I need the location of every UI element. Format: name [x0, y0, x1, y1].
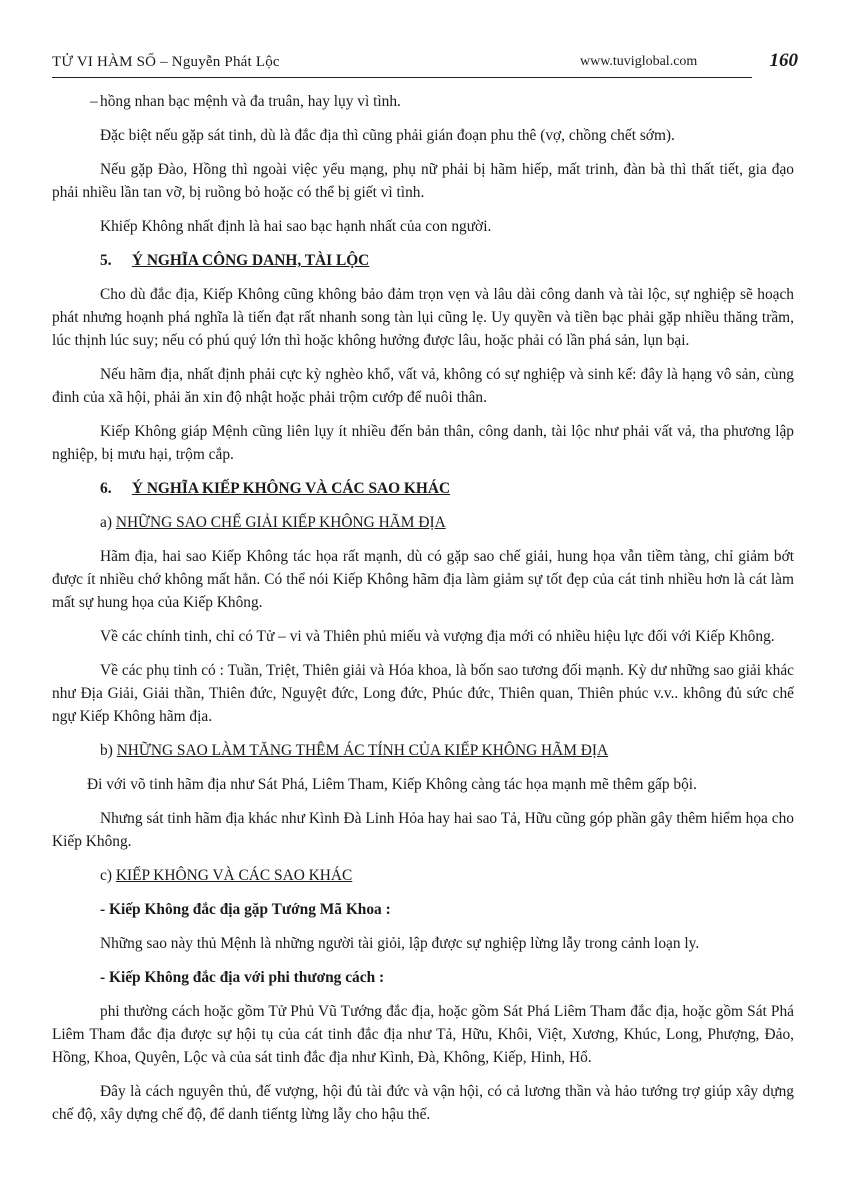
section-title: Ý NGHĨA CÔNG DANH, TÀI LỘC [131, 252, 370, 269]
paragraph: Đặc biệt nếu gặp sát tinh, dù là đắc địa thì cũng phải gián đoạn phu thê (vợ, chồng chết sớm). [100, 127, 675, 144]
bold-heading: - Kiếp Không đắc địa gặp Tướng Mã Khoa : [100, 901, 391, 918]
page-body [52, 90, 794, 1137]
paragraph: Khiếp Không nhất định là hai sao bạc hạnh nhất của con người. [100, 218, 492, 235]
website-url[interactable]: www.tuviglobal.com [580, 54, 698, 69]
bold-heading: - Kiếp Không đắc địa với phi thương cách : [100, 969, 385, 986]
paragraph: Về các phụ tinh có : Tuần, Triệt, Thiên giải và Hóa khoa, là bốn sao tương đối mạnh. Kỳ dư những sao giải khác như Địa Giải, Giải thần, Thiên đức, Nguyệt đức, Long đức, Phúc đức, Thiên quan, Thiên phúc v.v.. không đủ sức chế ngự Kiếp Không hãm địa. [52, 662, 794, 725]
section-number: 6. [100, 480, 112, 497]
paragraph: Về các chính tinh, chỉ có Tử – vi và Thiên phủ miếu và vượng địa mới có nhiều hiệu lực đối với Kiếp Không. [100, 628, 775, 645]
subsection-heading-a [52, 511, 794, 534]
subsection-prefix: c) [100, 867, 112, 884]
paragraph: Đây là cách nguyên thủ, đế vượng, hội đủ tài đức và vận hội, có cả lương thần và hảo tướng trợ giúp xây dựng chế độ, xây dựng chế độ, để danh tiếntg lừng lẫy cho hậu thế. [52, 1083, 794, 1123]
list-item [52, 90, 794, 113]
paragraph: Nếu gặp Đào, Hồng thì ngoài việc yểu mạng, phụ nữ phải bị hãm hiếp, mất trinh, đàn bà thì thất tiết, gia đạo phải nhiều lần tan vỡ, bị ruồng bỏ hoặc có thể bị giết vì tình. [52, 161, 794, 201]
book-title: TỬ VI HÀM SỐ – Nguyễn Phát Lộc [52, 54, 280, 70]
section-heading-5 [52, 249, 794, 272]
subsection-title: NHỮNG SAO CHẾ GIẢI KIẾP KHÔNG HÃM ĐỊA [115, 514, 446, 531]
section-number: 5. [100, 252, 112, 269]
section-heading-6 [52, 477, 794, 500]
list-item-text: hồng nhan bạc mệnh và đa truân, hay lụy vì tình. [100, 93, 401, 110]
paragraph: Kiếp Không giáp Mệnh cũng liên lụy ít nhiều đến bản thân, công danh, tài lộc như phải vất vả, tha phương lập nghiệp, bị mưu hại, trộm cắp. [52, 423, 794, 463]
subsection-prefix: a) [100, 514, 112, 531]
subsection-prefix: b) [100, 742, 113, 759]
paragraph: Cho dù đắc địa, Kiếp Không cũng không bảo đảm trọn vẹn và lâu dài công danh và tài lộc, sự nghiệp sẽ hoạch phát nhưng hoạnh phá nghĩa là tiến đạt rất nhanh song tàn lụi cũng lẹ. Uy quyền và tiền bạc phải gặp nhiều thăng trầm, lúc thịnh lúc suy; nếu có phú quý lớn thì hoặc không hưởng được lâu, hoặc phải có lần phá sản, lụn bại. [52, 286, 794, 349]
paragraph: phi thường cách hoặc gồm Tử Phủ Vũ Tướng đắc địa, hoặc gồm Sát Phá Liêm Tham đắc địa, hoặc gồm Sát Phá Liêm Tham đắc địa được sự hội tụ của cát tinh đắc địa như Tả, Hữu, Khôi, Việt, Xương, Khúc, Long, Phượng, Đảo, Hồng, Khoa, Quyên, Lộc và của sát tinh đắc địa như Kình, Đà, Không, Kiếp, Hinh, Hổ. [52, 1003, 794, 1066]
subsection-heading-c [52, 864, 794, 887]
paragraph: Nếu hãm địa, nhất định phải cực kỳ nghèo khổ, vất vả, không có sự nghiệp và sinh kế: đây là hạng vô sản, cùng đinh của xã hội, phải ăn xin độ nhật hoặc phải trộm cướp để nuôi thân. [52, 366, 794, 406]
section-title: Ý NGHĨA KIẾP KHÔNG VÀ CÁC SAO KHÁC [131, 480, 451, 497]
paragraph: Nhưng sát tinh hãm địa khác như Kình Đà Linh Hỏa hay hai sao Tả, Hữu cũng góp phần gây thêm hiểm họa cho Kiếp Không. [52, 810, 794, 850]
paragraph: Hãm địa, hai sao Kiếp Không tác họa rất mạnh, dù có gặp sao chế giải, hung họa vẫn tiềm tàng, chỉ giảm bớt được ít nhiều chớ không mất hẳn. Có thể nói Kiếp Không hãm địa làm giảm sự tốt đẹp của cát tinh nhiều hơn là cát làm mất sự hung họa của Kiếp Không. [52, 548, 794, 611]
page-header [52, 50, 798, 80]
paragraph: Những sao này thủ Mệnh là những người tài giỏi, lập được sự nghiệp lừng lẫy trong cảnh loạn ly. [100, 935, 700, 952]
dash-bullet: – [90, 93, 98, 110]
header-divider [52, 77, 752, 78]
subsection-title: KIẾP KHÔNG VÀ CÁC SAO KHÁC [115, 867, 353, 884]
subsection-title: NHỮNG SAO LÀM TĂNG THÊM ÁC TÍNH CỦA KIẾP KHÔNG HÃM ĐỊA [116, 742, 609, 759]
subsection-heading-b [52, 739, 794, 762]
page-number: 160 [769, 50, 798, 71]
paragraph: Đi với võ tinh hãm địa như Sát Phá, Liêm Tham, Kiếp Không càng tác họa mạnh mẽ thêm gấp bội. [87, 776, 697, 793]
